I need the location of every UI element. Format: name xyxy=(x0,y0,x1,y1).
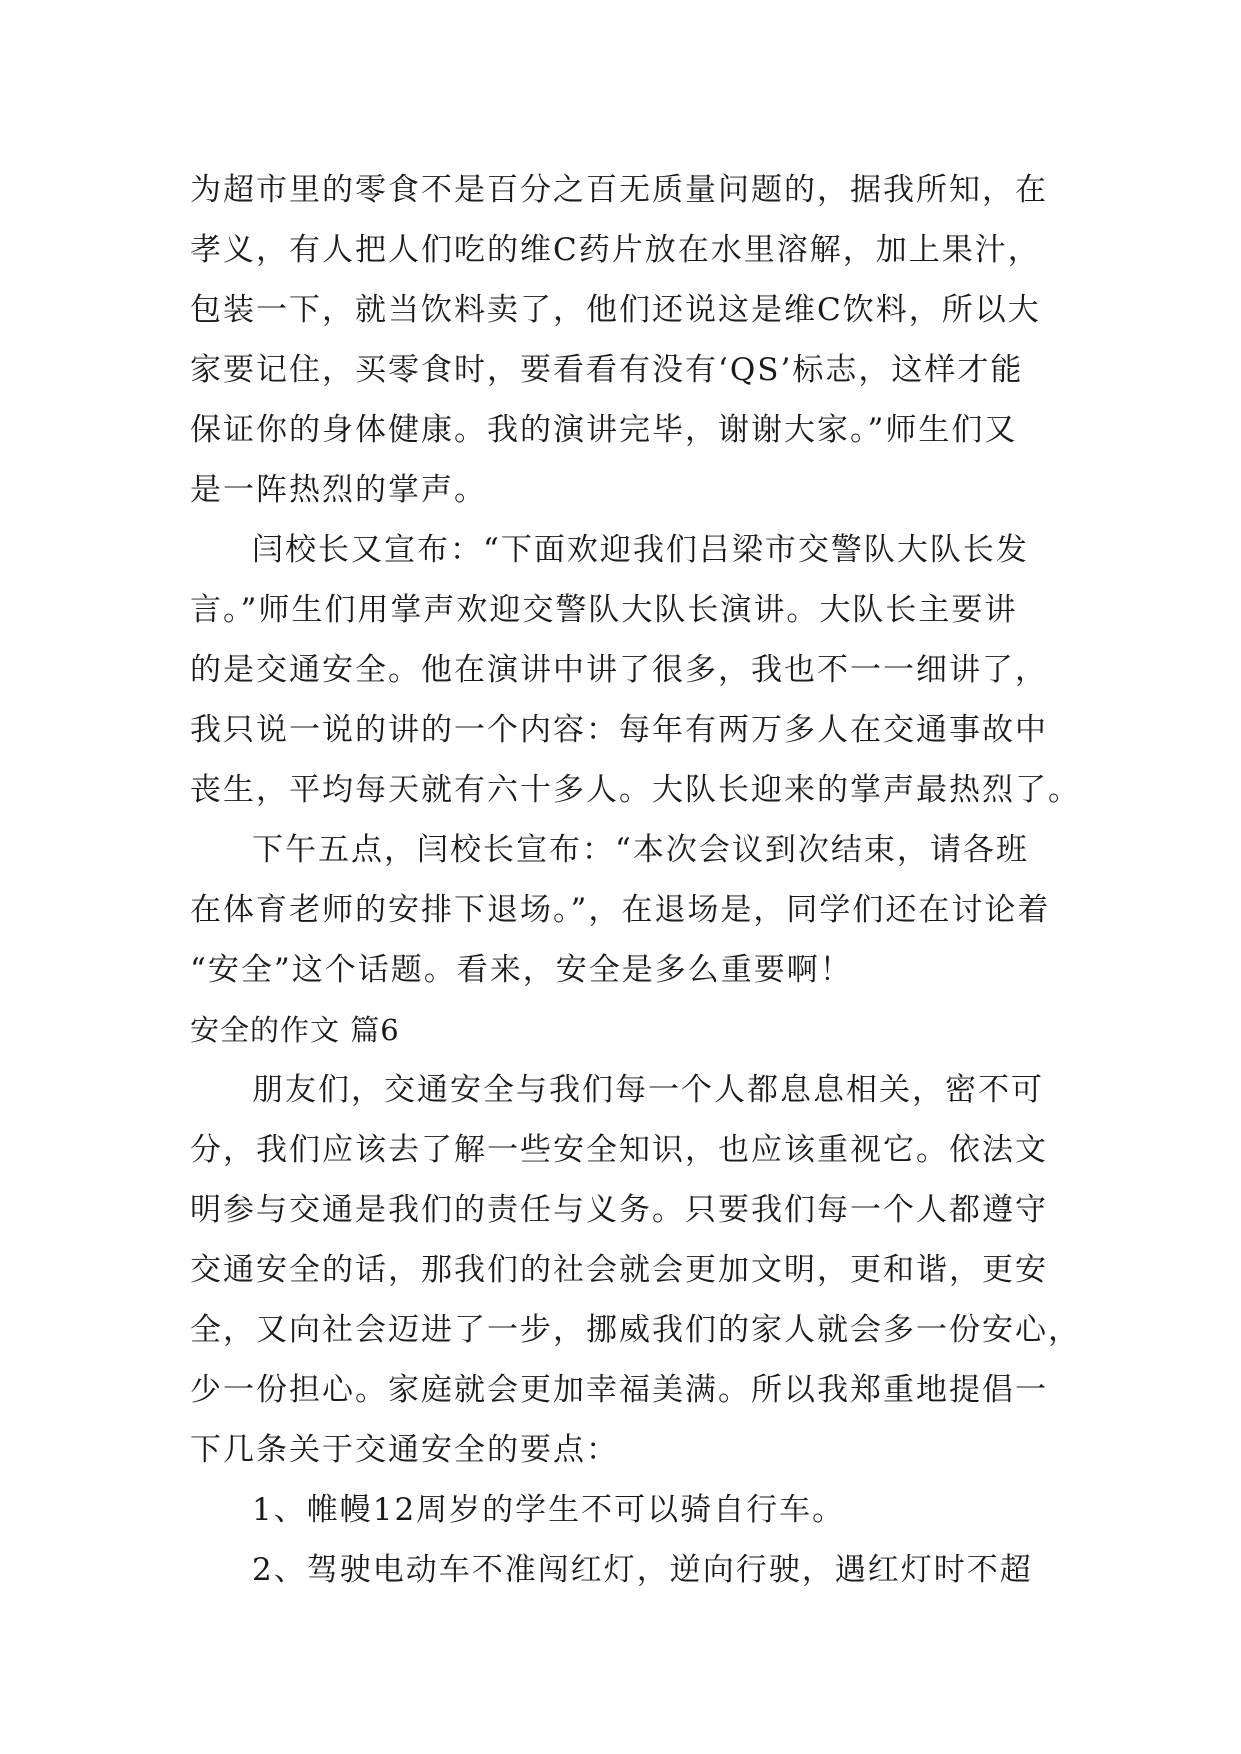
text-line: 2、驾驶电动车不准闯红灯，逆向行驶，遇红灯时不超 xyxy=(252,1552,1033,1588)
text-line: 保证你的身体健康。我的演讲完毕，谢谢大家。”师生们又 xyxy=(190,412,1018,448)
text-line: 我只说一说的讲的一个内容：每年有两万多人在交通事故中 xyxy=(190,712,1048,748)
text-line: 在体育老师的安排下退场。”，在退场是，同学们还在讨论着 xyxy=(190,892,1051,928)
text-line: 言。”师生们用掌声欢迎交警队大队长演讲。大队长主要讲 xyxy=(190,592,1018,628)
paragraph-block-4 xyxy=(190,1060,1081,1480)
text-line: 朋友们，交通安全与我们每一个人都息息相关，密不可 xyxy=(252,1072,1044,1108)
text-line: 家要记住，买零食时，要看看有没有‘QS’标志，这样才能 xyxy=(190,352,1024,388)
text-line: 的是交通安全。他在演讲中讲了很多，我也不一一细讲了， xyxy=(190,652,1048,688)
text-line: 分，我们应该去了解一些安全知识，也应该重视它。依法文 xyxy=(190,1132,1048,1168)
document-page xyxy=(190,160,1081,1600)
paragraph-block-3 xyxy=(190,820,1070,1000)
text-line: 丧生，平均每天就有六十多人。大队长迎来的掌声最热烈了。 xyxy=(190,772,1081,808)
text-line: 为超市里的零食不是百分之百无质量问题的，据我所知，在 xyxy=(190,172,1048,208)
section-heading: 安全的作文 篇6 xyxy=(190,1013,400,1047)
list-item-2 xyxy=(190,1540,1070,1600)
text-line: 1、帷幔12周岁的学生不可以骑自行车。 xyxy=(252,1492,846,1528)
text-line: 孝义，有人把人们吃的维C药片放在水里溶解，加上果汁， xyxy=(190,232,1041,268)
text-line: 明参与交通是我们的责任与义务。只要我们每一个人都遵守 xyxy=(190,1192,1048,1228)
paragraph-block-2 xyxy=(190,520,1081,820)
list-item-1 xyxy=(190,1480,1070,1540)
text-line: 下午五点，闫校长宣布：“本次会议到次结束，请各班 xyxy=(252,832,1029,868)
text-line: 少一份担心。家庭就会更加幸福美满。所以我郑重地提倡一 xyxy=(190,1372,1048,1408)
paragraph-block-1 xyxy=(190,160,1070,520)
text-line: 包装一下，就当饮料卖了，他们还说这是维C饮料，所以大 xyxy=(190,292,1041,328)
text-line: 是一阵热烈的掌声。 xyxy=(190,472,487,508)
text-line: 全，又向社会迈进了一步，挪威我们的家人就会多一份安心， xyxy=(190,1312,1081,1348)
text-line: “安全”这个话题。看来，安全是多么重要啊！ xyxy=(190,952,853,988)
text-line: 下几条关于交通安全的要点： xyxy=(190,1432,619,1468)
text-line: 交通安全的话，那我们的社会就会更加文明，更和谐，更安 xyxy=(190,1252,1048,1288)
text-line: 闫校长又宣布：“下面欢迎我们吕梁市交警队大队长发 xyxy=(252,532,1029,568)
